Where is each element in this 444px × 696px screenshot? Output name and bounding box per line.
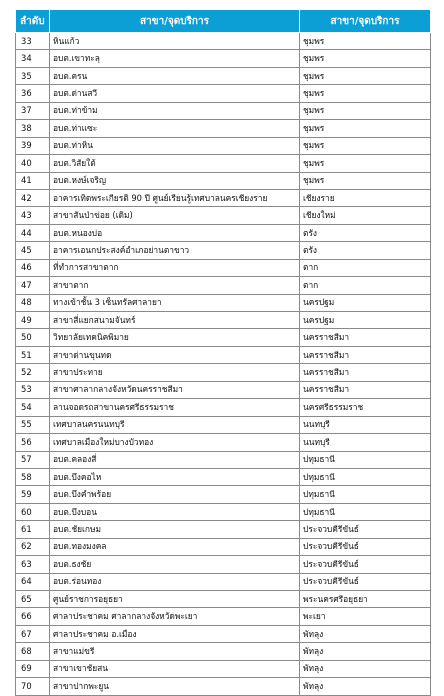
row-province: พัทลุง xyxy=(300,660,431,677)
table-row xyxy=(16,329,431,346)
row-province: เชียงราย xyxy=(300,189,431,206)
table-row xyxy=(16,416,431,433)
row-number: 34 xyxy=(16,50,50,67)
table-row xyxy=(16,312,431,329)
row-branch: สาขาสันป่าข่อย (เดิม) xyxy=(50,207,300,224)
row-number: 43 xyxy=(16,207,50,224)
table-row xyxy=(16,67,431,84)
row-number: 64 xyxy=(16,573,50,590)
row-province: ตาก xyxy=(300,277,431,294)
row-province: นครปฐม xyxy=(300,294,431,311)
table-row xyxy=(16,486,431,503)
row-number: 53 xyxy=(16,381,50,398)
row-number: 65 xyxy=(16,591,50,608)
row-branch: อบต.เขาทะลุ xyxy=(50,50,300,67)
row-number: 63 xyxy=(16,556,50,573)
row-province: ประจวบคีรีขันธ์ xyxy=(300,556,431,573)
row-branch: วิทยาลัยเทคนิคพิมาย xyxy=(50,329,300,346)
row-province: ชุมพร xyxy=(300,172,431,189)
table-row xyxy=(16,33,431,50)
row-province: พัทลุง xyxy=(300,625,431,642)
row-province: พระนครศรีอยุธยา xyxy=(300,591,431,608)
row-branch: สาขาศาลากลางจังหวัดนครราชสีมา xyxy=(50,381,300,398)
row-province: พัทลุง xyxy=(300,643,431,660)
row-number: 62 xyxy=(16,538,50,555)
table-row xyxy=(16,643,431,660)
row-province: ประจวบคีรีขันธ์ xyxy=(300,521,431,538)
table-row xyxy=(16,451,431,468)
table-row xyxy=(16,660,431,677)
row-branch: อบต.บึงคำพร้อย xyxy=(50,486,300,503)
row-branch: ทางเข้าชั้น 3 เซ็นทรัลศาลายา xyxy=(50,294,300,311)
row-number: 60 xyxy=(16,503,50,520)
row-province: ปทุมธานี xyxy=(300,451,431,468)
table-row xyxy=(16,155,431,172)
row-number: 49 xyxy=(16,312,50,329)
row-province: ปทุมธานี xyxy=(300,503,431,520)
row-province: นครปฐม xyxy=(300,312,431,329)
row-province: ชุมพร xyxy=(300,50,431,67)
row-number: 45 xyxy=(16,242,50,259)
row-branch: อบต.ท่าหิน xyxy=(50,137,300,154)
table-row xyxy=(16,468,431,485)
row-province: นครศรีธรรมราช xyxy=(300,399,431,416)
row-province: นนทบุรี xyxy=(300,416,431,433)
table-row xyxy=(16,503,431,520)
row-number: 35 xyxy=(16,67,50,84)
row-branch: อบต.ท่าข้าม xyxy=(50,102,300,119)
row-province: นครราชสีมา xyxy=(300,329,431,346)
table-header-row xyxy=(16,10,431,33)
row-province: ตรัง xyxy=(300,242,431,259)
row-branch: ศาลาประชาคม ศาลากลางจังหวัดพะเยา xyxy=(50,608,300,625)
row-province: ชุมพร xyxy=(300,33,431,50)
table-row xyxy=(16,521,431,538)
row-number: 69 xyxy=(16,660,50,677)
row-branch: ศูนย์ราชการอยุธยา xyxy=(50,591,300,608)
row-branch: อบต.ชัยเกษม xyxy=(50,521,300,538)
row-number: 46 xyxy=(16,259,50,276)
table-row xyxy=(16,259,431,276)
row-province: พะเยา xyxy=(300,608,431,625)
row-branch: อบต.หงษ์เจริญ xyxy=(50,172,300,189)
row-province: ชุมพร xyxy=(300,67,431,84)
row-number: 70 xyxy=(16,678,50,695)
table-body xyxy=(16,33,431,696)
row-branch: สาขาปากพะยูน xyxy=(50,678,300,695)
row-province: นนทบุรี xyxy=(300,434,431,451)
table-row xyxy=(16,608,431,625)
table-row xyxy=(16,189,431,206)
header-branch: สาขา/จุดบริการ xyxy=(50,10,300,33)
table-row xyxy=(16,364,431,381)
table-row xyxy=(16,573,431,590)
table-row xyxy=(16,277,431,294)
row-province: พัทลุง xyxy=(300,678,431,695)
row-province: นครราชสีมา xyxy=(300,381,431,398)
row-number: 40 xyxy=(16,155,50,172)
row-branch: อบต.ด่านสวี xyxy=(50,85,300,102)
row-number: 59 xyxy=(16,486,50,503)
row-branch: ลานจอดรถสาขานครศรีธรรมราช xyxy=(50,399,300,416)
row-number: 52 xyxy=(16,364,50,381)
row-branch: ที่ทำการสาขาตาก xyxy=(50,259,300,276)
row-number: 38 xyxy=(16,120,50,137)
table-row xyxy=(16,381,431,398)
row-province: นครราชสีมา xyxy=(300,346,431,363)
table-row xyxy=(16,434,431,451)
row-province: นครราชสีมา xyxy=(300,364,431,381)
row-branch: อบต.ธงชัย xyxy=(50,556,300,573)
row-branch: เทศบาลนครนนทบุรี xyxy=(50,416,300,433)
table-row xyxy=(16,172,431,189)
row-number: 37 xyxy=(16,102,50,119)
row-number: 51 xyxy=(16,346,50,363)
table-row xyxy=(16,294,431,311)
row-number: 36 xyxy=(16,85,50,102)
row-branch: อบต.คลองสี่ xyxy=(50,451,300,468)
row-number: 57 xyxy=(16,451,50,468)
row-number: 44 xyxy=(16,224,50,241)
row-province: ปทุมธานี xyxy=(300,468,431,485)
row-branch: สาขาเขาชัยสน xyxy=(50,660,300,677)
table-row xyxy=(16,224,431,241)
table-row xyxy=(16,85,431,102)
row-branch: อบต.หนองบ่อ xyxy=(50,224,300,241)
table-row xyxy=(16,625,431,642)
header-order: ลำดับ xyxy=(16,10,50,33)
row-province: ชุมพร xyxy=(300,102,431,119)
row-number: 55 xyxy=(16,416,50,433)
row-branch: อบต.ร่อนทอง xyxy=(50,573,300,590)
row-province: ชุมพร xyxy=(300,155,431,172)
branch-table xyxy=(15,9,431,696)
table-row xyxy=(16,591,431,608)
header-province: สาขา/จุดบริการ xyxy=(300,10,431,33)
row-branch: เทศบาลเมืองใหม่บางบัวทอง xyxy=(50,434,300,451)
row-province: ชุมพร xyxy=(300,137,431,154)
table-row xyxy=(16,120,431,137)
row-number: 42 xyxy=(16,189,50,206)
row-province: ประจวบคีรีขันธ์ xyxy=(300,573,431,590)
table-row xyxy=(16,556,431,573)
row-province: ชุมพร xyxy=(300,85,431,102)
row-branch: อบต.ท่าแซะ xyxy=(50,120,300,137)
row-branch: อบต.ทองมงคล xyxy=(50,538,300,555)
row-province: ปทุมธานี xyxy=(300,486,431,503)
row-province: เชียงใหม่ xyxy=(300,207,431,224)
row-number: 48 xyxy=(16,294,50,311)
row-province: ตรัง xyxy=(300,224,431,241)
row-number: 54 xyxy=(16,399,50,416)
row-number: 68 xyxy=(16,643,50,660)
row-number: 67 xyxy=(16,625,50,642)
table-row xyxy=(16,242,431,259)
row-branch: อาคารเอนกประสงค์อำเภอย่านตาขาว xyxy=(50,242,300,259)
table-row xyxy=(16,678,431,695)
row-branch: สาขาสี่แยกสนามจันทร์ xyxy=(50,312,300,329)
row-branch: อาคารเทิดพระเกียรติ 90 ปี ศูนย์เรียนรู้เทศบาลนครเชียงราย xyxy=(50,189,300,206)
row-branch: อบต.บึงบอน xyxy=(50,503,300,520)
table-row xyxy=(16,102,431,119)
row-province: ตาก xyxy=(300,259,431,276)
row-number: 56 xyxy=(16,434,50,451)
row-branch: ศาลาประชาคม อ.เมือง xyxy=(50,625,300,642)
row-number: 33 xyxy=(16,33,50,50)
row-number: 61 xyxy=(16,521,50,538)
row-branch: สาขาประทาย xyxy=(50,364,300,381)
row-number: 50 xyxy=(16,329,50,346)
row-province: ประจวบคีรีขันธ์ xyxy=(300,538,431,555)
table-row xyxy=(16,346,431,363)
row-number: 66 xyxy=(16,608,50,625)
table-row xyxy=(16,207,431,224)
row-number: 39 xyxy=(16,137,50,154)
row-branch: อบต.ครน xyxy=(50,67,300,84)
row-branch: สาขาแม่ขรี xyxy=(50,643,300,660)
table-row xyxy=(16,399,431,416)
table-row xyxy=(16,137,431,154)
row-branch: สาขาด่านขุนทด xyxy=(50,346,300,363)
row-branch: สาขาตาก xyxy=(50,277,300,294)
branch-table-container xyxy=(15,9,430,696)
table-row xyxy=(16,50,431,67)
row-branch: หินแก้ว xyxy=(50,33,300,50)
row-number: 41 xyxy=(16,172,50,189)
table-row xyxy=(16,538,431,555)
row-branch: อบต.วิสัยใต้ xyxy=(50,155,300,172)
row-number: 47 xyxy=(16,277,50,294)
row-branch: อบต.บึงคอไห xyxy=(50,468,300,485)
row-number: 58 xyxy=(16,468,50,485)
row-province: ชุมพร xyxy=(300,120,431,137)
